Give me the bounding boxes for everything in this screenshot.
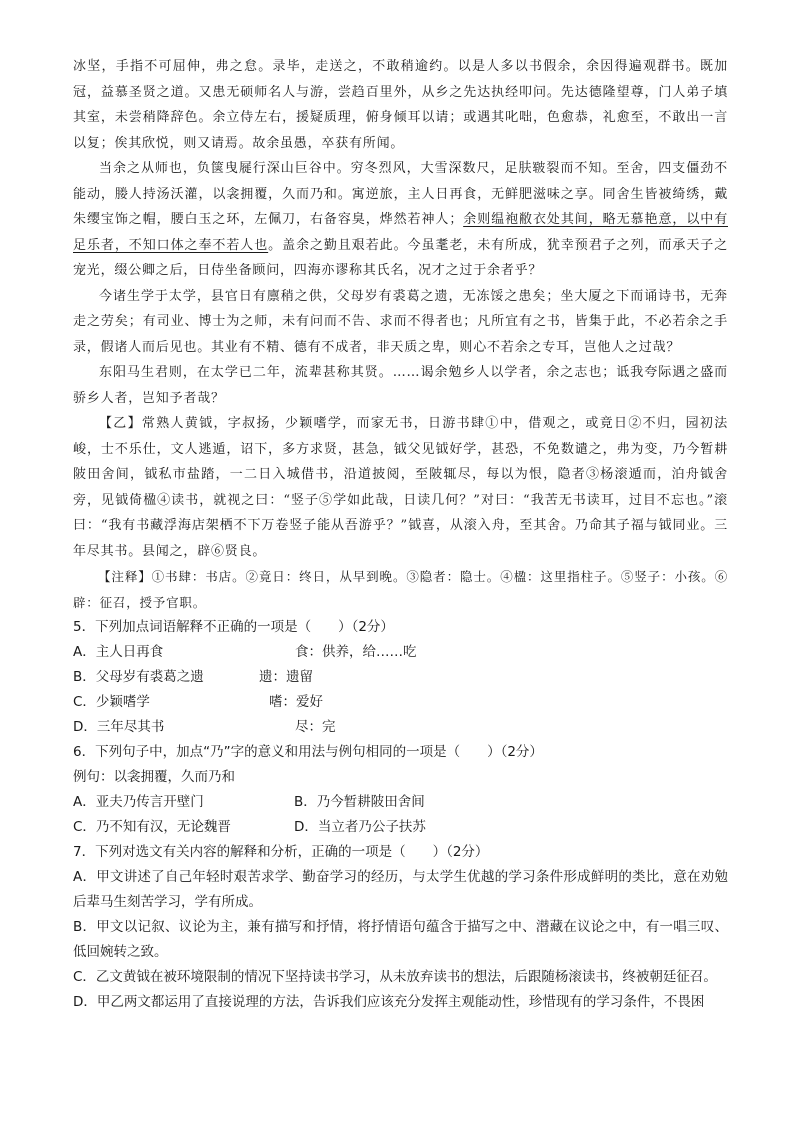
option-d: D．当立者乃公子扶苏 <box>294 819 426 835</box>
underlined-sentence: 余则缊袍敝衣处其间，略无慕艳意，以中有足乐者，不知口体之奉不若人也 <box>73 212 728 253</box>
option-b <box>73 665 728 690</box>
option-gloss: 嗜：爱好 <box>269 694 323 710</box>
option-a: A．亚夫乃传言开壁门 <box>73 794 204 810</box>
question-stem: 7．下列对选文有关内容的解释和分析，正确的一项是（ ）（2分） <box>73 844 489 860</box>
options-row <box>73 815 728 840</box>
option-c: C．乙文黄钺在被环境限制的情况下坚持读书学习，从未放弃读书的想法，后跟随杨滚读书，终被朝廷征召。 <box>73 969 717 985</box>
exam-page <box>73 54 728 1015</box>
option-gloss: 食：供养，给……吃 <box>295 644 417 660</box>
option-b: B．乃今暂耕陂田舍间 <box>294 794 425 810</box>
option-text: B．父母岁有裘葛之遗 <box>73 669 204 685</box>
option-c: C．乃不知有汉，无论魏晋 <box>73 819 231 835</box>
option-b: B．甲文以记叙、议论为主，兼有描写和抒情，将抒情语句蕴含于描写之中、潜藏在议论之中，有一唱三叹、低回婉转之致。 <box>73 919 728 960</box>
example-sentence: 例句：以衾拥覆，久而乃和 <box>73 769 235 785</box>
option-c <box>73 690 728 715</box>
passage-paragraph: 今诸生学于太学，县官日有廪稍之供，父母岁有裘葛之遗，无冻馁之患矣；坐大厦之下而诵诗书，无奔走之劳矣；有司业、博士为之师，未有问而不告、求而不得者也；凡所宜有之书，皆集于此，不必若余之手录，假诸人而后见也。其业有不精、德有不成者，非天质之卑，则心不若余之专耳，岂他人之过哉？ <box>73 288 728 355</box>
passage-text: 当余之从师也，负箧曳屣行深山巨谷中。穷冬烈风，大雪深数尺，足肤皲裂而不知。至舍，四支僵劲不能动，媵人持汤沃灌，以衾拥覆，久而乃和。寓逆旅，主人日再食，无鲜肥滋味之享。同舍生皆被绮绣，戴朱缨宝饰之帽，腰白玉之环，左佩刀，右备容臭，烨然若神人； <box>73 161 728 227</box>
passage-b-paragraph: 【乙】常熟人黄钺，字叔扬，少颖嗜学，而家无书，日游书肆①中，借观之，或竟日②不归，园初法峻，士不乐仕，文人逃遁，诏下，多方求贤，甚急，钺父见钺好学，甚恐，不免数谴之，弗为变，乃今暂耕陂田舍间，钺私市盐踏，一二日入城借书，沿道披阅，至陂辄尽，每以为恨，隐者③杨滚遁而，泊舟钺舍旁，见钺倚楹④读书，就视之曰：“竖子⑤学如此哉，日读几何？”对曰：“我苦无书读耳，过目不忘也。”滚曰：“我有书藏浮海店架栖不下万卷竖子能从吾游乎？”钺喜，从滚入舟，至其舍。乃命其子福与钺同业。三年尽其书。县闻之，辟⑥贤良。 <box>73 416 728 559</box>
passage <box>73 54 728 615</box>
passage-paragraph: 东阳马生君则，在太学已二年，流辈甚称其贤。……谒余勉乡人以学者，余之志也；诋我夸际遇之盛而骄乡人者，岂知予者哉？ <box>73 365 728 406</box>
option-gloss: 尽：完 <box>295 719 336 735</box>
option-a <box>73 640 728 665</box>
option-text: A．主人日再食 <box>73 644 164 660</box>
question-stem: 6．下列句子中，加点“乃”字的意义和用法与例句相同的一项是（ ）（2分） <box>73 744 543 760</box>
options-row <box>73 790 728 815</box>
option-gloss: 遗：遗留 <box>259 669 313 685</box>
option-text: D．三年尽其书 <box>73 719 165 735</box>
question-6 <box>73 740 728 840</box>
question-stem: 5．下列加点词语解释不正确的一项是（ ）（2分） <box>73 619 394 635</box>
option-a: A．甲文讲述了自己年轻时艰苦求学、勤奋学习的经历，与太学生优越的学习条件形成鲜明的类比，意在劝勉后辈马生刻苦学习，学有所成。 <box>73 869 728 910</box>
question-5 <box>73 615 728 740</box>
passage-paragraph <box>73 156 728 284</box>
question-7 <box>73 840 728 1015</box>
passage-paragraph: 冰坚，手指不可屈伸，弗之怠。录毕，走送之，不敢稍逾约。以是人多以书假余，余因得遍观群书。既加冠，益慕圣贤之道。又患无硕师名人与游，尝趋百里外，从乡之先达执经叩问。先达德隆望尊，门人弟子填其室，未尝稍降辞色。余立侍左右，援疑质理，俯身倾耳以请；或遇其叱咄，色愈恭，礼愈至，不敢出一言以复；俟其欣悦，则又请焉。故余虽愚，卒获有所闻。 <box>73 59 728 151</box>
annotation-note: 【注释】①书肆：书店。②竟日：终日，从早到晚。③隐者：隐士。④楹：这里指柱子。⑤竖子：小孩。⑥辟：征召，授予官职。 <box>73 569 728 610</box>
option-d <box>73 715 728 740</box>
option-d: D．甲乙两文都运用了直接说理的方法，告诉我们应该充分发挥主观能动性，珍惜现有的学习条件，不畏困 <box>73 994 705 1010</box>
option-text: C．少颖嗜学 <box>73 694 150 710</box>
passage-text: 。盖余之勤且艰若此。今虽耄老，未有所成，犹幸预君子之列，而承天子之宠光，缀公卿之后，日侍坐备顾问，四海亦谬称其氏名，况才之过于余者乎？ <box>73 237 729 278</box>
